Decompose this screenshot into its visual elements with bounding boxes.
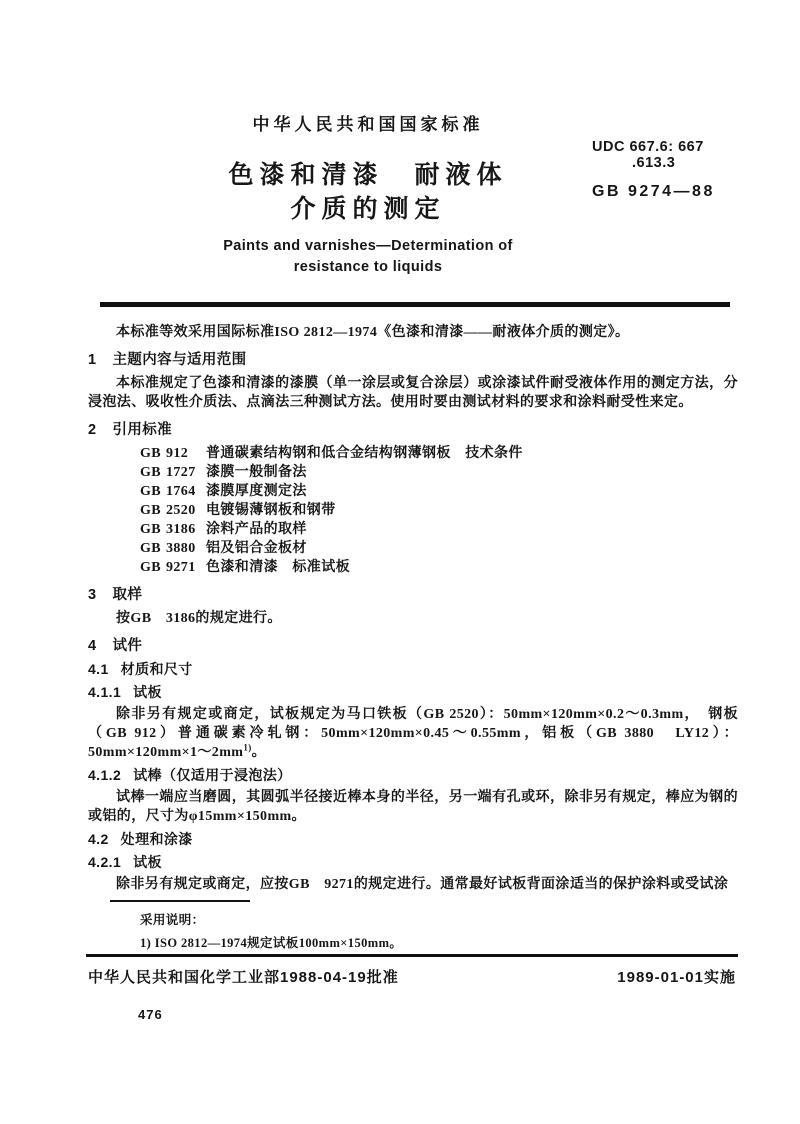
section-title: 试棒（仅适用于浸泡法） <box>133 767 292 783</box>
footnote-item: 1) ISO 2812—1974规定试板100mm×150mm。 <box>140 936 403 950</box>
section-number: 4.1.1 <box>88 684 122 700</box>
section-title: 主题内容与适用范围 <box>112 352 247 368</box>
footnote-rule <box>110 900 250 902</box>
reference-item: GB 3880 铝及铝合金板材 <box>140 541 307 556</box>
approval-info: 中华人民共和国化学工业部1988-04-19批准 <box>88 969 399 986</box>
section-title: 试板 <box>133 684 162 700</box>
header-rule <box>100 302 730 307</box>
page-number: 476 <box>138 1007 163 1022</box>
section-4-1-2-heading <box>88 766 738 785</box>
reference-item: GB 3186 涂料产品的取样 <box>140 522 307 537</box>
intro-paragraph: 本标准等效采用国际标准ISO 2812—1974《色漆和清漆——耐液体介质的测定》。 <box>116 325 630 340</box>
section-4-1-1-body <box>88 705 738 762</box>
section-number: 2 <box>88 422 97 438</box>
section-4-1-2-body: 试棒一端应当磨圆，其圆弧半径接近棒本身的半径，另一端有孔或环，除非另有规定，棒应为钢的或铝的，尺寸为φ15mm×150mm。 <box>88 790 738 824</box>
section-4-heading <box>88 637 738 656</box>
section-number: 4.2.1 <box>88 854 122 870</box>
title-line-2: 介质的测定 <box>290 195 446 223</box>
section-1-heading <box>88 351 738 370</box>
section-number: 4 <box>88 638 97 654</box>
section-4-1-heading <box>88 660 738 679</box>
title-en-line-2: resistance to liquids <box>293 259 443 275</box>
document-body <box>88 320 738 897</box>
title-line-1: 色漆和清漆 耐液体 <box>228 161 508 189</box>
section-4-2-1-heading <box>88 853 738 872</box>
udc-line-2: .613.3 <box>632 155 676 171</box>
footer-rule <box>86 954 738 957</box>
section-4-1-1-heading <box>88 683 738 702</box>
footnote-label: 采用说明： <box>140 913 205 927</box>
reference-item: GB 2520 电镀锡薄钢板和钢带 <box>140 503 336 518</box>
body-text: 。 <box>251 745 267 760</box>
section-number: 4.1 <box>88 661 109 677</box>
section-2-heading <box>88 421 738 440</box>
section-4-2-1-body: 除非另有规定或商定，应按GB 9271的规定进行。通常最好试板背面涂适当的保护涂料或受试涂 <box>116 877 729 892</box>
section-number: 3 <box>88 587 97 603</box>
gb-reference-list <box>140 444 738 577</box>
section-3-body: 按GB 3186的规定进行。 <box>116 611 282 626</box>
implementation-date: 1989-01-01实施 <box>617 969 736 986</box>
section-title: 引用标准 <box>112 422 173 438</box>
section-number: 1 <box>88 352 97 368</box>
standard-code: GB 9274—88 <box>592 183 715 200</box>
udc-line-1: UDC 667.6: 667 <box>592 139 704 155</box>
section-title: 试件 <box>112 638 143 654</box>
footnote-marker: 1) <box>243 742 252 753</box>
footnote <box>140 909 700 955</box>
section-number: 4.2 <box>88 831 109 847</box>
section-title: 材质和尺寸 <box>120 661 193 677</box>
reference-item: GB 9271 色漆和清漆 标准试板 <box>140 560 350 575</box>
section-1-body: 本标准规定了色漆和清漆的漆膜（单一涂层或复合涂层）或涂漆试件耐受液体作用的测定方法，分浸泡法、吸收性介质法、点滴法三种测试方法。使用时要由测试材料的要求和涂料耐受性来定。 <box>88 376 738 410</box>
document-title-en <box>0 236 736 278</box>
footer <box>88 966 736 987</box>
body-text: 除非另有规定或商定，试板规定为马口铁板（GB 2520）：50mm×120mm×0.2～0.3mm， 钢板（GB 912）普通碳素冷轧钢：50mm×120mm×0.45～0.55mm，铝板（GB 3880 LY12）：50mm×120mm×1～2mm <box>88 707 738 760</box>
reference-item: GB 1764 漆膜厚度测定法 <box>140 484 307 499</box>
section-number: 4.1.2 <box>88 767 122 783</box>
reference-item: GB 1727 漆膜一般制备法 <box>140 465 307 480</box>
standard-org-title: 中华人民共和国国家标准 <box>252 115 484 134</box>
section-title: 试板 <box>133 854 162 870</box>
section-title: 处理和涂漆 <box>120 831 193 847</box>
section-4-2-heading <box>88 830 738 849</box>
udc-number <box>592 139 704 171</box>
title-en-line-1: Paints and varnishes—Determination of <box>223 238 513 254</box>
reference-item: GB 912 普通碳素结构钢和低合金结构钢薄钢板 技术条件 <box>140 446 523 461</box>
section-title: 取样 <box>112 587 143 603</box>
section-3-heading <box>88 586 738 605</box>
